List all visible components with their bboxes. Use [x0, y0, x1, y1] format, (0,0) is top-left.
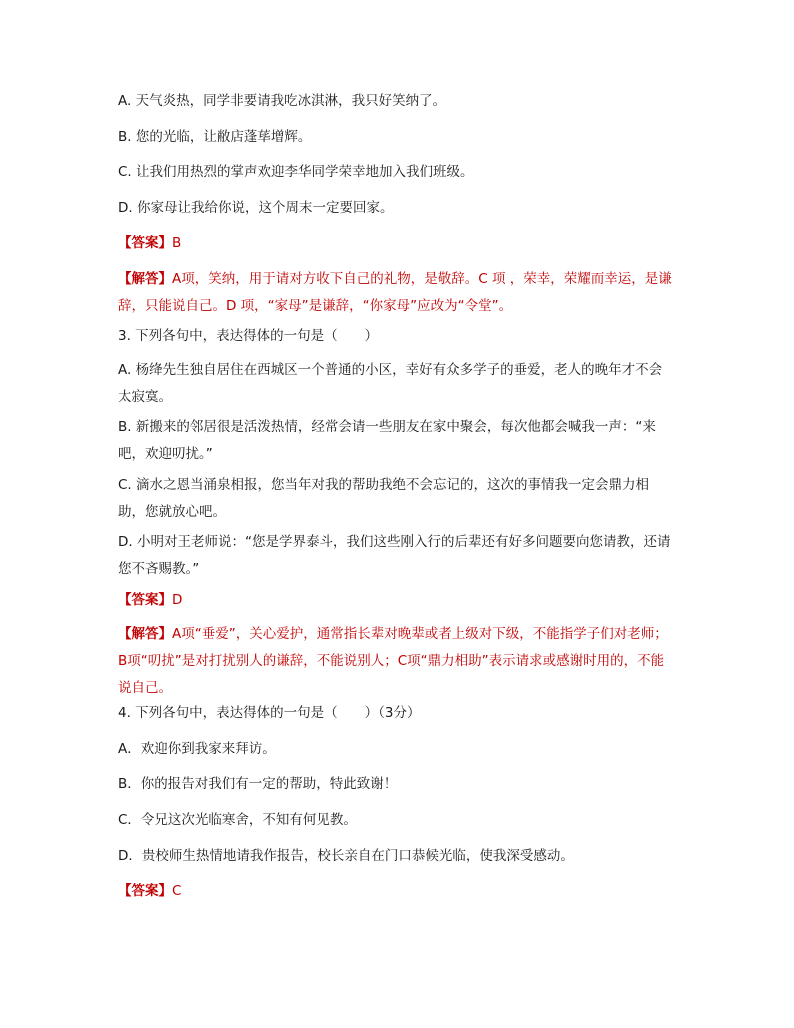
q4-answer [118, 878, 678, 905]
q2-option-a: A. 天气炎热，同学非要请我吃冰淇淋，我只好笑纳了。 [118, 93, 447, 109]
q3-option-c: C. 滴水之恩当涌泉相报，您当年对我的帮助我绝不会忘记的，这次的事情我一定会鼎力相助，您就放心吧。 [118, 477, 650, 520]
answer-label: 【答案】 [118, 883, 172, 899]
q3-analysis [118, 621, 674, 702]
answer-label: 【答案】 [118, 592, 172, 608]
analysis-text: A项“垂爱”，关心爱护，通常指长辈对晚辈或者上级对下级，不能指学子们对老师；B项“叨扰”是对打扰别人的谦辞，不能说别人；C项“鼎力相助”表示请求或感谢时用的，不能说自己。 [118, 626, 668, 696]
answer-value: D [172, 592, 183, 608]
q2-answer [118, 230, 678, 257]
analysis-label: 【解答】 [118, 271, 172, 287]
answer-value: C [172, 883, 182, 899]
q3-option-b: B. 新搬来的邻居很是活泼热情，经常会请一些朋友在家中聚会，每次他都会喊我一声：“来吧，欢迎叨扰。” [118, 419, 656, 462]
q3-option-d: D. 小明对王老师说：“您是学界泰斗，我们这些刚入行的后辈还有好多问题要向您请教，还请您不吝赐教。” [118, 534, 671, 577]
q2-option-c: C. 让我们用热烈的掌声欢迎李华同学荣幸地加入我们班级。 [118, 164, 474, 180]
answer-label: 【答案】 [118, 235, 172, 251]
q3-option-a: A. 杨绛先生独自居住在西城区一个普通的小区，幸好有众多学子的垂爱，老人的晚年才不会太寂寞。 [118, 362, 663, 405]
q3-answer [118, 587, 678, 614]
analysis-label: 【解答】 [118, 626, 172, 642]
q4-stem: 4. 下列各句中，表达得体的一句是（ ）（3分） [118, 705, 421, 721]
q2-analysis [118, 266, 674, 320]
q2-option-b: B. 您的光临，让敝店蓬荜增辉。 [118, 129, 312, 145]
q4-option-a: A．欢迎你到我家来拜访。 [118, 741, 276, 757]
q4-option-d: D．贵校师生热情地请我作报告，校长亲自在门口恭候光临，使我深受感动。 [118, 848, 574, 864]
analysis-text: A项，笑纳，用于请对方收下自己的礼物，是敬辞。C 项 ，荣幸，荣耀而幸运，是谦辞，只能说自己。D 项，“家母”是谦辞，“你家母”应改为“令堂”。 [118, 271, 672, 314]
q2-option-d: D. 你家母让我给你说，这个周末一定要回家。 [118, 200, 394, 216]
q3-stem: 3. 下列各句中，表达得体的一句是（ ） [118, 328, 379, 344]
q4-option-c: C．令兄这次光临寒舍，不知有何见教。 [118, 812, 357, 828]
answer-value: B [172, 235, 182, 251]
q4-option-b: B．你的报告对我们有一定的帮助，特此致谢！ [118, 776, 398, 792]
